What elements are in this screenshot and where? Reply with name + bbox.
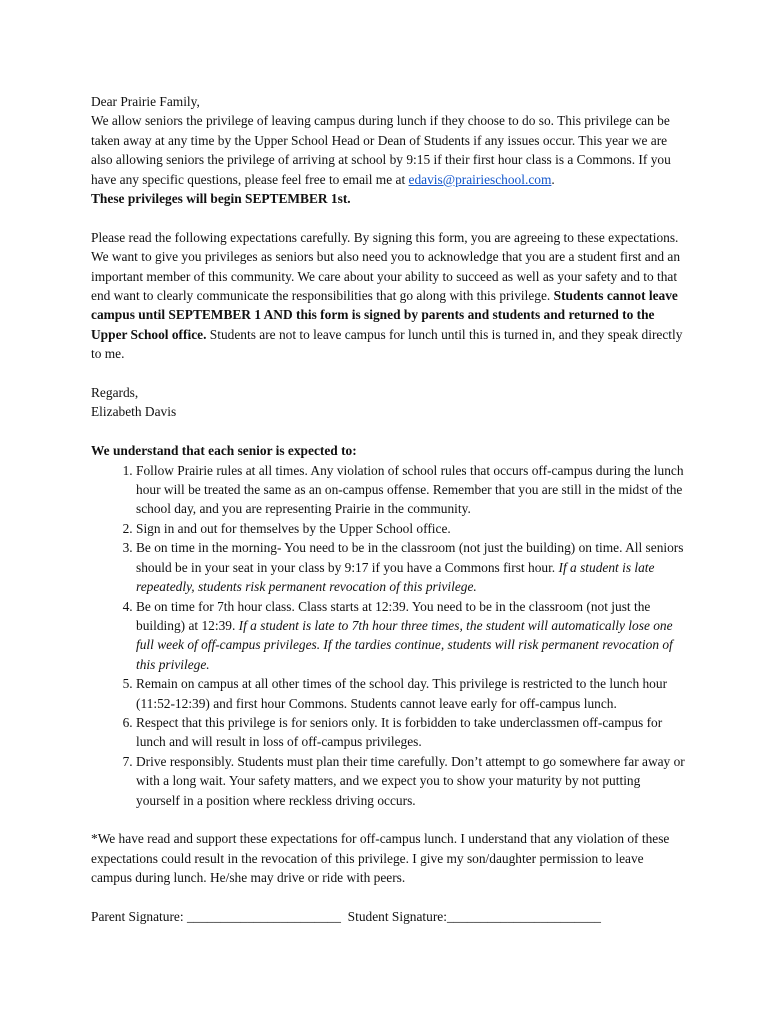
signature-lines	[91, 907, 687, 926]
list-item: 1. Follow Prairie rules at all times. Any violation of school rules that occurs off-campus during the lunch hour will be treated the same as an on-campus offense. Remember that you are still in the midst of the school day, and you are representing Prairie in the community.	[136, 461, 687, 519]
list-item: 6. Respect that this privilege is for seniors only. It is forbidden to take underclassmen off-campus for lunch and will result in loss of off-campus privileges.	[136, 713, 687, 752]
expectations-end-text: Students are not to leave campus for lunch until this is turned in, and they speak directly to me.	[91, 326, 683, 362]
expectations-paragraph	[91, 228, 687, 364]
intro-text: We allow seniors the privilege of leaving campus during lunch if they choose to do so. This privilege can be taken away at any time by the Upper School Head or Dean of Students if any issues occur. This year we are also allowing seniors the privilege of arriving at school by 9:15 if their first hour class is a Commons. If you have any specific questions, please feel free to email me at	[91, 113, 671, 187]
parent-signature-label: Parent Signature:	[91, 908, 187, 924]
agreement-statement: *We have read and support these expectations for off-campus lunch. I understand that any violation of these expectations could result in the revocation of this privilege. I give my son/daughter permission to leave campus during lunch. He/she may drive or ride with peers.	[91, 831, 670, 886]
spacer	[91, 810, 687, 829]
student-signature-line[interactable]: _______________________	[446, 908, 601, 924]
student-signature-label: Student Signature:	[347, 908, 447, 924]
signer-name: Elizabeth Davis	[91, 404, 177, 420]
intro-paragraph	[91, 111, 687, 208]
closing: Regards,	[91, 385, 139, 401]
greeting: Dear Prairie Family,	[91, 94, 200, 109]
expectations-heading: We understand that each senior is expected to:	[91, 443, 357, 459]
list-item: 7. Drive responsibly. Students must plan their time carefully. Don’t attempt to go somewhere far away or with a long wait. Your safety matters, and we expect you to show your maturity by not putting yourself in a position where reckless driving occurs.	[136, 752, 687, 810]
letter-page	[91, 92, 687, 926]
spacer	[91, 888, 687, 907]
list-item: 3. Be on time in the morning- You need to be in the classroom (not just the building) on time. All seniors should be in your seat in your class by 9:17 if you have a Commons first hour. If a student is late repeatedly, students risk permanent revocation of this privilege.	[136, 538, 687, 596]
spacer	[91, 364, 687, 383]
expectations-intro-text: Please read the following expectations carefully. By signing this form, you are agreeing to these expectations. We want to give you privileges as seniors but also need you to acknowledge that you are a student first and an important member of this community. We care about your ability to succeed as well as your safety and to that end want to clearly communicate the responsibilities that go along with this privilege.	[91, 229, 681, 304]
spacer	[91, 208, 687, 227]
expectations-list	[91, 461, 687, 810]
spacer	[91, 422, 687, 441]
list-item: 5. Remain on campus at all other times of the school day. This privilege is restricted to the lunch hour (11:52-12:39) and first hour Commons. Students cannot leave early for off-campus lunch.	[136, 674, 687, 713]
email-link[interactable]: edavis@prairieschool.com	[408, 171, 552, 187]
start-date-notice: These privileges will begin SEPTEMBER 1st.	[91, 191, 351, 207]
list-item: 2. Sign in and out for themselves by the Upper School office.	[136, 519, 687, 538]
list-item: 4. Be on time for 7th hour class. Class starts at 12:39. You need to be in the classroom (not just the building) at 12:39. If a student is late to 7th hour three times, the student will automatically lose one full week of off-campus privileges. If the tardies continue, students will risk permanent revocation of this privilege.	[136, 597, 687, 675]
deadline-notice: Students cannot leave campus until SEPTEMBER 1 AND this form is signed by parents and students and returned to the Upper School office.	[91, 288, 678, 342]
intro-period: .	[551, 171, 555, 187]
parent-signature-line[interactable]: _______________________	[186, 908, 341, 924]
